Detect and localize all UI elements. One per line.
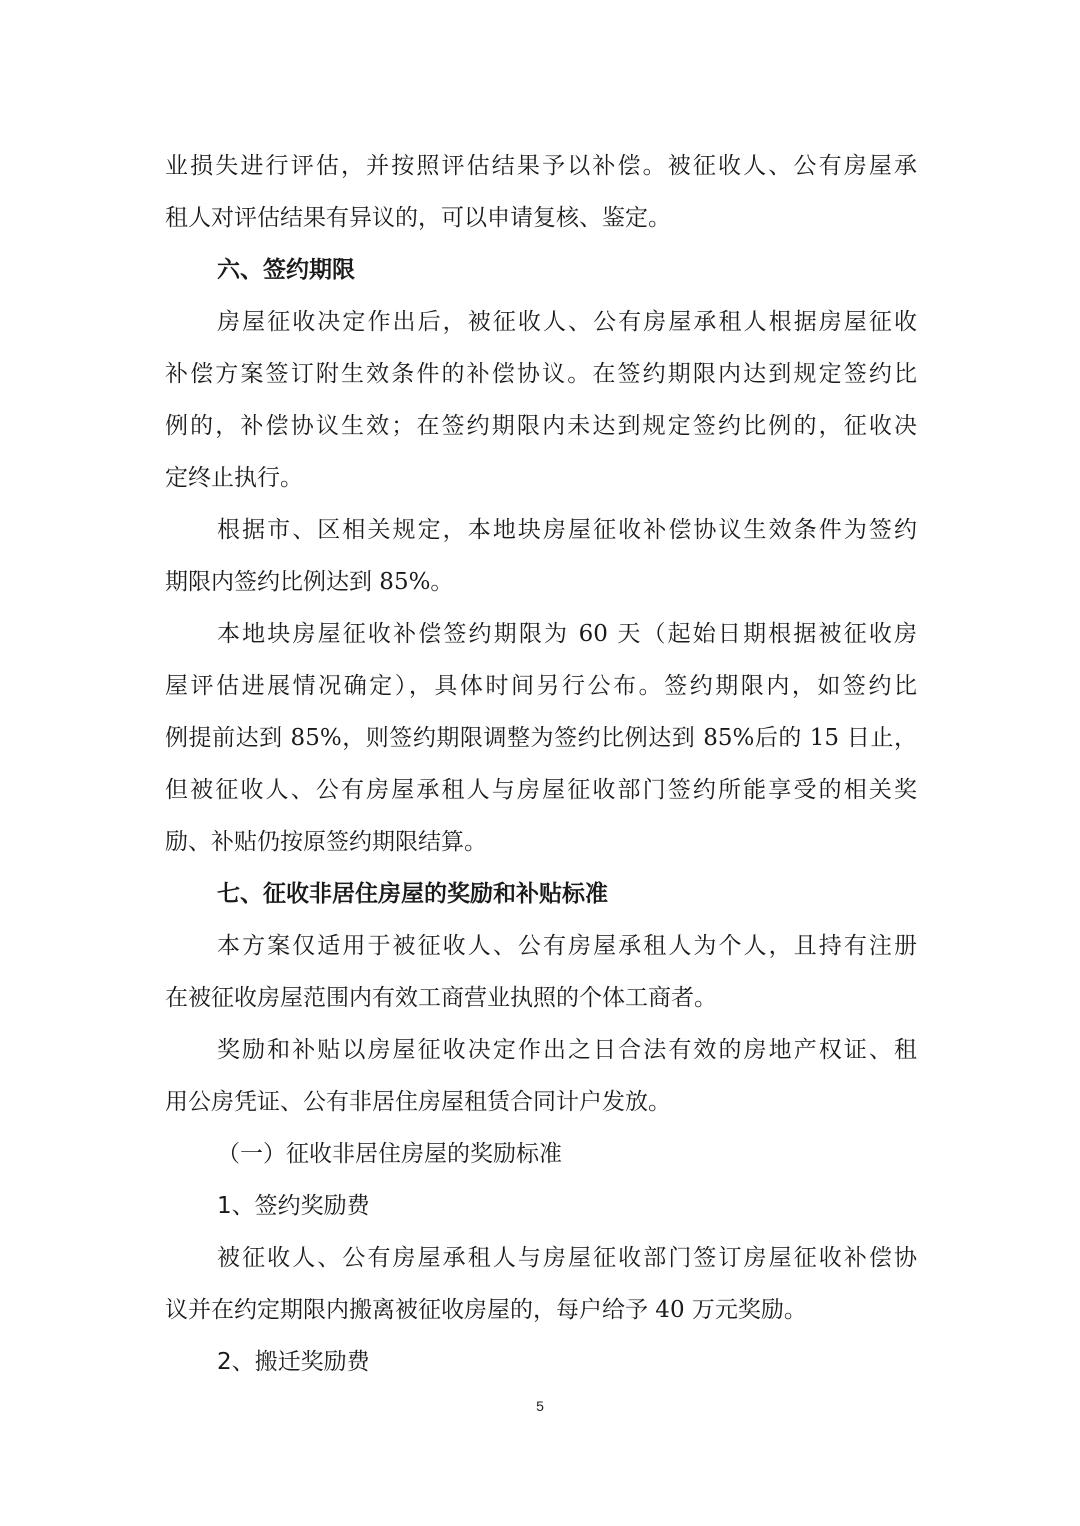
section-heading: 六、签约期限 bbox=[217, 257, 355, 283]
document-body bbox=[165, 140, 917, 1388]
paragraph-line: 补偿方案签订附生效条件的补偿协议。在签约期限内达到规定签约比 bbox=[165, 361, 917, 387]
paragraph-line: 本地块房屋征收补偿签约期限为 60 天（起始日期根据被征收房 bbox=[217, 621, 917, 647]
page-number: 5 bbox=[536, 1398, 544, 1414]
paragraph-line: 奖励和补贴以房屋征收决定作出之日合法有效的房地产权证、租 bbox=[217, 1037, 917, 1063]
paragraph-line: 房屋征收决定作出后，被征收人、公有房屋承租人根据房屋征收 bbox=[217, 309, 917, 335]
subsection-heading: （一）征收非居住房屋的奖励标准 bbox=[217, 1141, 562, 1167]
paragraph-line: 议并在约定期限内搬离被征收房屋的，每户给予 40 万元奖励。 bbox=[165, 1297, 807, 1323]
paragraph-line: 业损失进行评估，并按照评估结果予以补偿。被征收人、公有房屋承 bbox=[165, 153, 917, 179]
paragraph-line: 被征收人、公有房屋承租人与房屋征收部门签订房屋征收补偿协 bbox=[217, 1245, 917, 1271]
paragraph-line: 励、补贴仍按原签约期限结算。 bbox=[165, 829, 487, 855]
paragraph-line: 租人对评估结果有异议的，可以申请复核、鉴定。 bbox=[165, 205, 671, 231]
paragraph-line: 期限内签约比例达到 85%。 bbox=[165, 569, 454, 595]
section-heading: 七、征收非居住房屋的奖励和补贴标准 bbox=[217, 881, 608, 907]
paragraph-line: 例提前达到 85%，则签约期限调整为签约比例达到 85%后的 15 日止， bbox=[165, 725, 917, 751]
paragraph-line: 用公房凭证、公有非居住房屋租赁合同计户发放。 bbox=[165, 1089, 671, 1115]
paragraph-line: 定终止执行。 bbox=[165, 465, 303, 491]
subsection-heading: 2、搬迁奖励费 bbox=[217, 1349, 370, 1375]
paragraph-line: 屋评估进展情况确定），具体时间另行公布。签约期限内，如签约比 bbox=[165, 673, 917, 699]
paragraph-line: 但被征收人、公有房屋承租人与房屋征收部门签约所能享受的相关奖 bbox=[165, 777, 917, 803]
paragraph-line: 例的，补偿协议生效；在签约期限内未达到规定签约比例的，征收决 bbox=[165, 413, 917, 439]
paragraph-line: 本方案仅适用于被征收人、公有房屋承租人为个人，且持有注册 bbox=[217, 933, 917, 959]
subsection-heading: 1、签约奖励费 bbox=[217, 1193, 370, 1219]
paragraph-line: 根据市、区相关规定，本地块房屋征收补偿协议生效条件为签约 bbox=[217, 517, 917, 543]
paragraph-line: 在被征收房屋范围内有效工商营业执照的个体工商者。 bbox=[165, 985, 717, 1011]
